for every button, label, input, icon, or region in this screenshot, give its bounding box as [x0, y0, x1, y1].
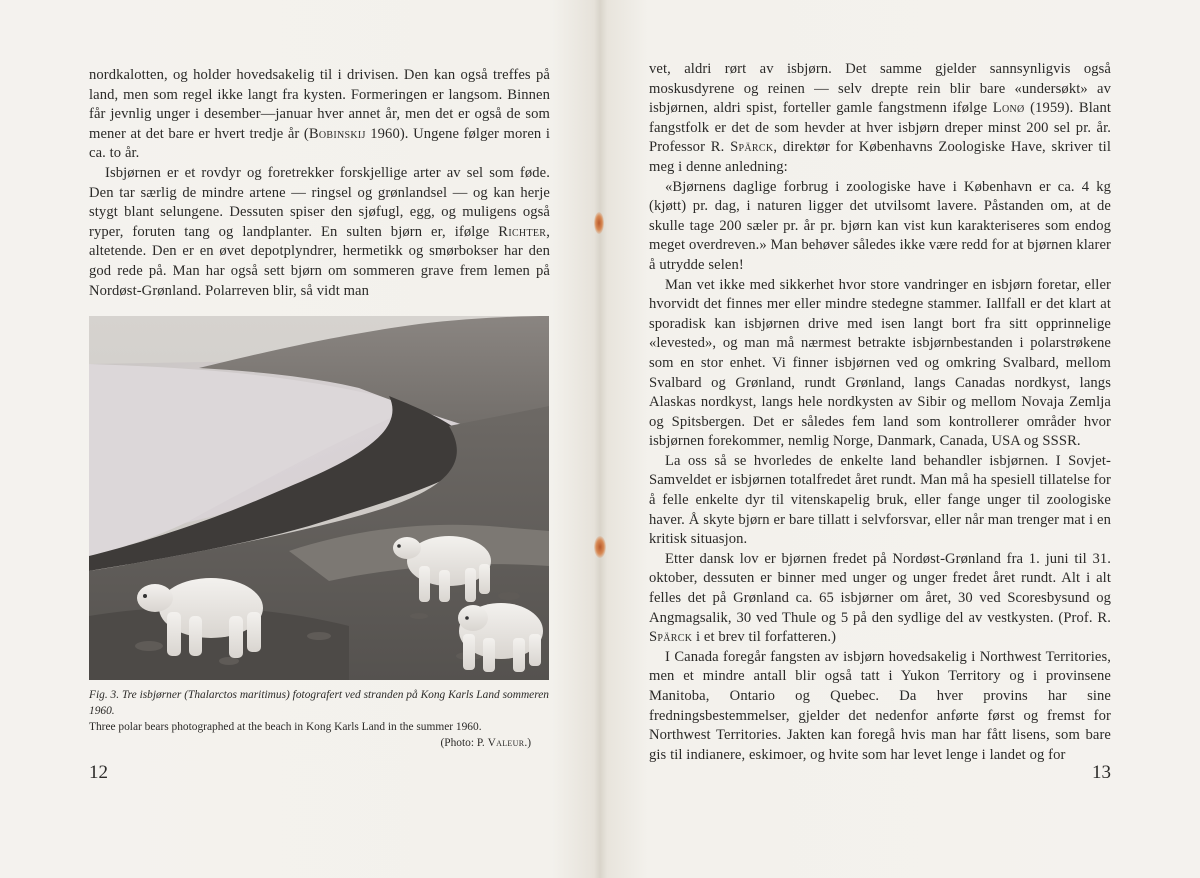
polar-bears-photo-image [89, 316, 549, 680]
page-number-right: 13 [1092, 762, 1111, 783]
body-paragraph [649, 178, 1111, 276]
figure-caption-english: Three polar bears photographed at the beach in Kong Karls Land in the summer 1960. [89, 721, 482, 733]
paragraph-text: La oss så se hvorledes de enkelte land behandler isbjørnen. I Sovjet-Samveldet er isbjørnen totalfredet året rundt. Man må ha spesiell tillatelse for å felle enkelte dyr til vitenskapelig bruk, eller fange unger til zoologiske haver. Å skyte bjørn er bare tillatt i selvforsvar, eller når man trenger mat i en kritisk situasjon. [649, 452, 1111, 548]
author-name: Bobinskij [308, 125, 366, 142]
paragraph-text: i et brev til forfatteren.) [692, 629, 837, 646]
paragraph-text: Isbjørnen er et rovdyr og foretrekker forskjellige arter av sel som føde. Den tar særlig de mindre artene — ringsel og grønlandsel — og kan herje stygt blant selungene. Dessuten spiser den sjøfugl, egg, og muligens også ryper, foruten tang og landplanter. En sulten bjørn er, ifølge [89, 164, 550, 240]
photo-credit-prefix: (Photo: P. [440, 737, 488, 749]
staple-rust-stain-top [594, 212, 604, 234]
staple-rust-stain-bottom [594, 536, 606, 558]
paragraph-text: 1960). Ungene følger moren i ca. to år. [89, 125, 550, 162]
body-paragraph [649, 276, 1111, 452]
figure-caption [89, 687, 549, 751]
paragraph-text: Man vet ikke med sikkerhet hvor store vandringer en isbjørn foretar, eller hvorvidt det finnes mer eller mindre stedegne stammer. Iallfall er det klart at sporadisk kan isbjørnen drive med isen langt bort fra sitt opprinnelige «levested», og man må nærmest betrakte isbjørnbestanden i polarstrøkene som en stor enhet. Vi finner isbjørnen ved og omkring Svalbard, mellom Svalbard og Grønland, rundt Grønland, langs Canadas nordkyst, langs Alaskas nordkyst, langs hele nordkysten av Sibir og mellom Novaja Zemlja og Spitsbergen. Det er således fem land som kontrollerer områder hvor isbjørnen forekommer, nemlig Norge, Danmark, Canada, USA og SSSR. [649, 276, 1111, 450]
paragraph-text: Etter dansk lov er bjørnen fredet på Nordøst-Grønland fra 1. juni til 31. oktober, dessuten er binner med unger og unger fredet året rundt. Alt i alt felles det på Grønland ca. 65 isbjørner om året, 30 ved Scoresbysund og Angmagsalik, 30 ved Thule og 5 på den sydlige del av vestkysten. (Prof. R. [649, 550, 1111, 626]
body-paragraph [649, 60, 1111, 178]
author-name: Spärck [730, 139, 774, 156]
left-page-body-text [89, 66, 550, 301]
paragraph-text: (1959). Blant fangstfolk er det de som hevder at hver isbjørn dreper minst 200 sel pr. år. Professor R. [649, 100, 1111, 156]
paragraph-text: vet, aldri rørt av isbjørn. Det samme gjelder sannsynligvis også moskusdyrene og reinen — selv drepte rein blir bare «undersøkt» av isbjørnen, aldri spist, forteller gamle fangstmenn ifølge [649, 61, 1111, 117]
body-paragraph [89, 66, 550, 164]
body-paragraph [89, 164, 550, 301]
author-name: Richter [498, 223, 547, 240]
body-paragraph [649, 648, 1111, 766]
paragraph-text: , altetende. Den er en øvet depotplyndrer, hermetikk og smørbokser har den god rede på. Man har også sett bjørn om sommeren grave frem lemen på Nordøst-Grønland. Polarreven blir, så vidt man [89, 223, 550, 299]
body-paragraph [649, 452, 1111, 550]
right-page-body-text [649, 60, 1111, 765]
figure-caption-norwegian: Fig. 3. Tre isbjørner (Thalarctos maritimus) fotografert ved stranden på Kong Karls Land sommeren 1960. [89, 689, 549, 717]
photo-credit-suffix: .) [524, 737, 531, 749]
polar-bears-photo [89, 316, 549, 680]
right-page [600, 0, 1200, 878]
page-number-left: 12 [89, 762, 108, 783]
body-paragraph [649, 550, 1111, 648]
paragraph-text: , direktør for Københavns Zoologiske Have, skriver til meg i denne anledning: [649, 139, 1111, 175]
photo-credit-name: Valeur [487, 737, 525, 749]
paragraph-text: I Canada foregår fangsten av isbjørn hovedsakelig i Northwest Territories, men et mindre antall blir også tatt i Yukon Territory og i provinsene Manitoba, Ontario og Quebec. Da hver provins har sine fredningsbestemmelser, gjelder det nedenfor anførte først og fremst for Northwest Territories. Jakten kan foregå hvis man har fått lisens, som bare gis til indianere, eskimoer, og hvite som har levet lenge i landet og for [649, 648, 1111, 763]
author-name: Lonø [992, 100, 1025, 117]
photo-credit [89, 735, 549, 751]
author-name: Spärck [649, 629, 693, 646]
paragraph-text: «Bjørnens daglige forbrug i zoologiske have i København er ca. 4 kg (kjøtt) pr. dag, i naturen ligger det utvilsomt lavere. Påstanden om, at de skulle tage 200 sæler pr. år pr. bjørn kan vist kun karakteriseres som endog meget overdreven.» Man behøver således ikke være redd for at bjørnen klarer å utrydde selen! [649, 178, 1111, 273]
paragraph-text: nordkalotten, og holder hovedsakelig til i drivisen. Den kan også treffes på land, men som regel ikke langt fra kysten. Formeringen er langsom. Binnen får jevnlig unger i desember—januar hver annet år, men det er også de som mener at det bare er hvert tredje år ( [89, 67, 550, 142]
